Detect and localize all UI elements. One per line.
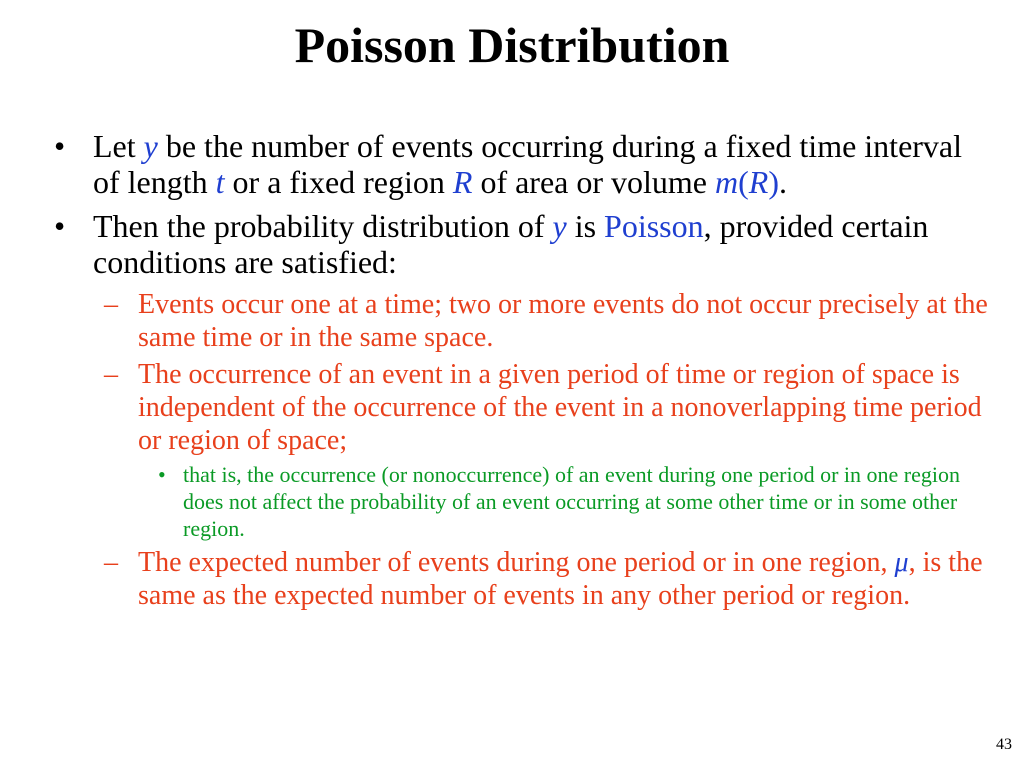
paren-close: )	[768, 164, 779, 200]
text: of area or volume	[472, 164, 715, 200]
variable-y: y	[552, 208, 567, 244]
text: The occurrence of an event in a given period of time or region of space is independent of the occurrence of the event in a nonoverlapping time period or region of space;	[138, 359, 982, 456]
paren-open: (	[738, 164, 749, 200]
text: The expected number of events during one period or in one region,	[138, 547, 895, 578]
condition-independence-detail	[48, 461, 988, 542]
mu-symbol: μ	[894, 547, 909, 578]
poisson-term: Poisson	[604, 208, 704, 244]
text: is	[566, 208, 605, 244]
text: Events occur one at a time; two or more events do not occur precisely at the same time or in the same space.	[138, 289, 988, 353]
variable-y: y	[143, 128, 158, 164]
variable-R: R	[748, 164, 769, 200]
text: or a fixed region	[224, 164, 453, 200]
slide-title: Poisson Distribution	[294, 17, 730, 73]
dash-marker: –	[104, 547, 118, 578]
text: , is the same as the expected number of events in any other period or region.	[138, 547, 983, 611]
bullet-poisson	[48, 208, 988, 280]
bullet-marker: •	[158, 462, 166, 487]
text: be the number of events occurring during a fixed time interval of length	[93, 128, 963, 200]
text: .	[778, 164, 787, 200]
text: Then the probability distribution of	[93, 208, 553, 244]
bullet-definition	[48, 128, 988, 200]
text: Let	[93, 128, 144, 164]
bullet-marker: •	[54, 128, 66, 164]
condition-constant-rate	[48, 546, 988, 612]
variable-t: t	[215, 164, 225, 200]
dash-marker: –	[104, 289, 118, 320]
text: , provided certain conditions are satisfied:	[93, 208, 929, 280]
bullet-marker: •	[54, 208, 66, 244]
condition-independence	[48, 358, 988, 457]
variable-R: R	[452, 164, 473, 200]
slide-content	[48, 128, 988, 616]
text: that is, the occurrence (or nonoccurrence) of an event during one period or in one region does not affect the probability of an event occurring at some other time or in some other region.	[183, 462, 961, 541]
condition-one-at-a-time	[48, 288, 988, 354]
page-number: 43	[996, 736, 1012, 753]
variable-m: m	[715, 164, 739, 200]
dash-marker: –	[104, 359, 118, 390]
